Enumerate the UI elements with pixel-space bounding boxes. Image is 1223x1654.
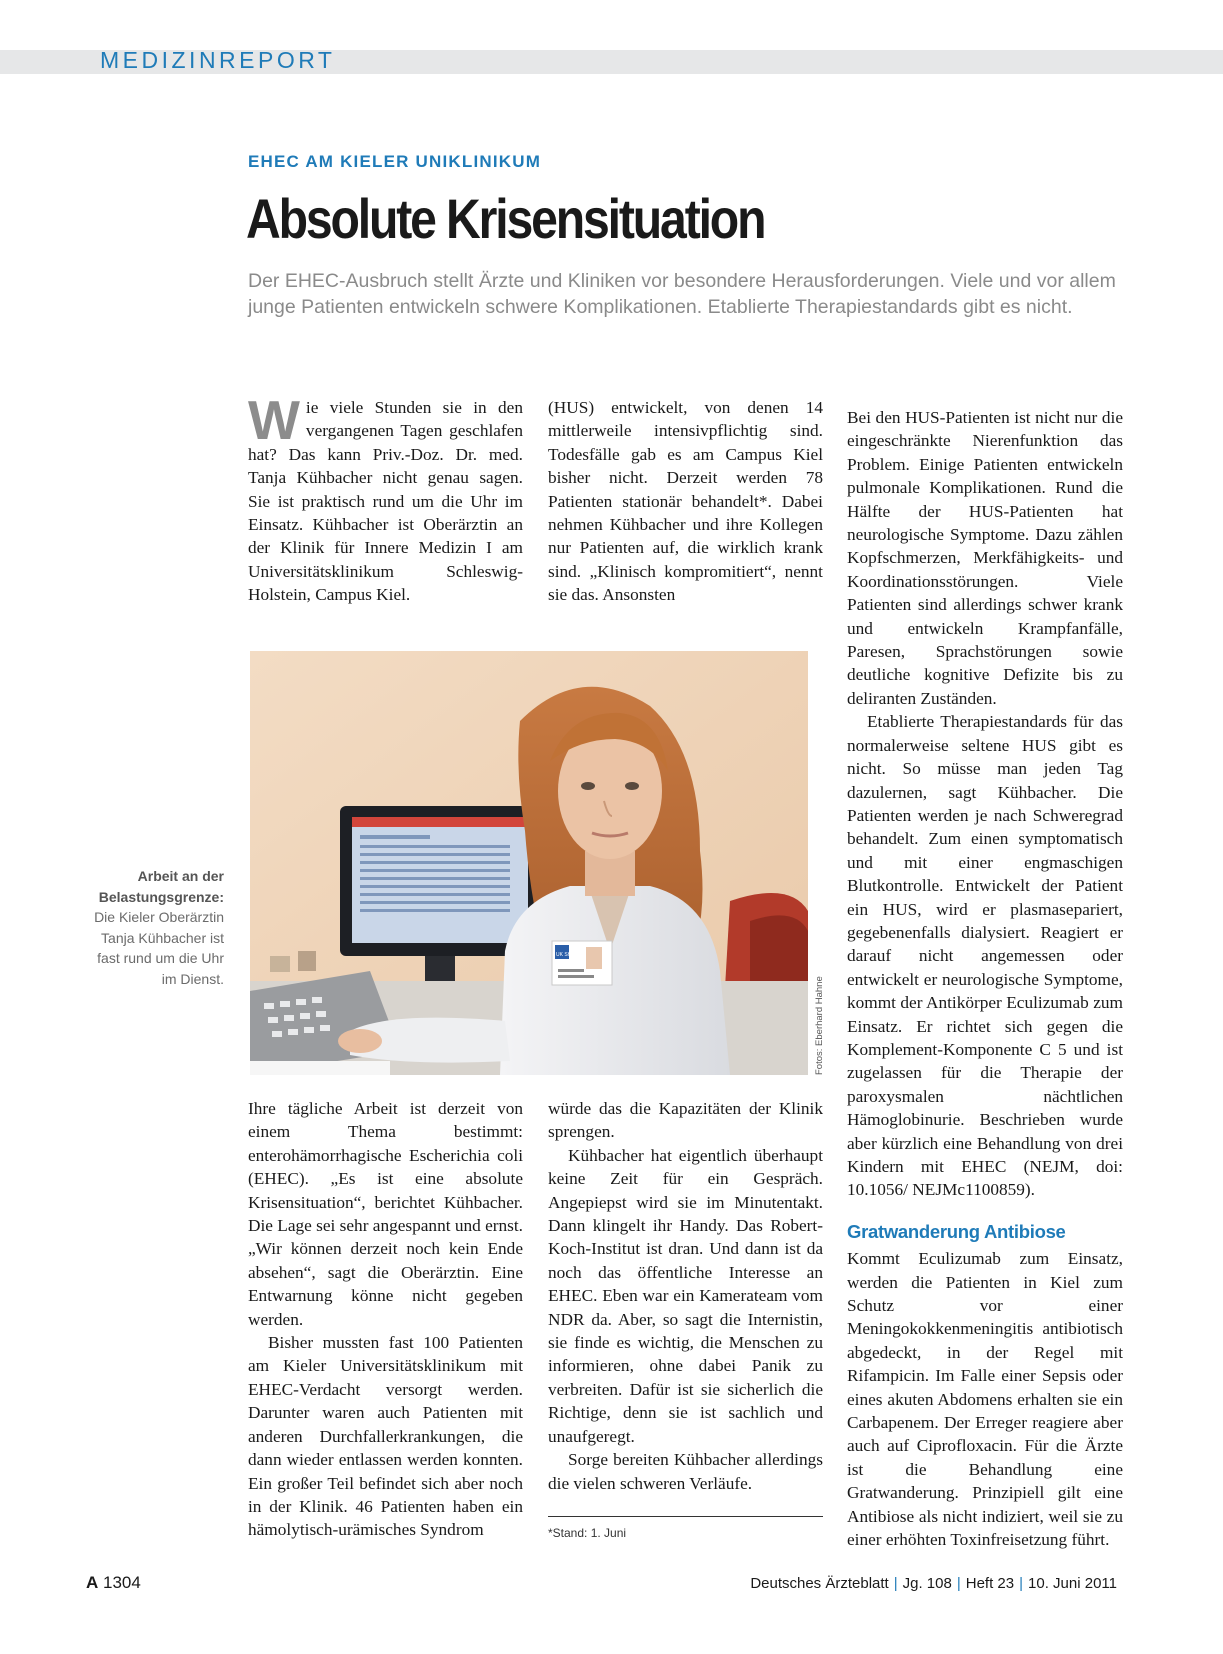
journal-issue: Heft 23 (965, 1575, 1015, 1592)
section-label: MEDIZINREPORT (100, 47, 336, 73)
caption-text: Die Kieler Oberärztin Tanja Kühbacher ist fast rund um die Uhr im Dienst. (94, 909, 224, 987)
page-number (86, 1573, 141, 1593)
paragraph: (HUS) entwickelt, von denen 14 mittlerweile intensivpflichtig sind. Todesfälle gab es am Campus Kiel bisher nicht. Derzeit werden 78 Patienten stationär behandelt*. Dabei nehmen Kühbacher und ihre Kollegen nur Patienten auf, die wirklich krank sind. „Klinisch kompromitiert“, nennt sie das. Ansonsten (548, 398, 823, 605)
photo-doctor-at-computer (250, 651, 808, 1075)
paragraph: Bei den HUS-Patienten ist nicht nur die eingeschränkte Nierenfunktion das Problem. Einige Patienten entwickeln pulmonale Komplikationen. Rund die Hälfte der HUS-Patienten hat neurologische Symptome. Dazu zählen Kopfschmerzen, Merkfähigkeits- und Koordinationsstörungen. Viele Patienten sind allerdings schwer krank und entwickeln Krampfanfälle, Paresen, Sprachstörungen sowie deutliche kognitive Defizite bis zu deliranten Zuständen. (847, 408, 1123, 708)
column-3 (847, 406, 1123, 1552)
article-kicker: EHEC AM KIELER UNIKLINIKUM (248, 152, 542, 171)
photo-credit: Fotos: Eberhard Hahne (814, 976, 825, 1075)
paragraph: Etablierte Therapiestandards für das normalerweise seltene HUS gibt es nicht. So müsse man jeden Tag dazulernen, sagt Kühbacher. Die Patienten werden je nach Schweregrad behandelt. Zum einen symptomatisch und mit einer engmaschigen Blutkontrolle. Entwickelt der Patient ein HUS, wird er plasmasepariert, gegebenenfalls dialysiert. Reagiert er darauf nicht angemessen oder entwickelt er neurologische Symptome, kommt der Antikörper Eculizumab zum Einsatz. Er richtet sich gegen die Komplement-Komponente C 5 und ist zugelassen für die Therapie der paroxysmalen nächtlichen Hämoglobinurie. Beschrieben wurde aber kürzlich eine Behandlung von drei Kindern mit EHEC (NEJM, doi: 10.1056/ NEJMc1100859). (847, 712, 1123, 1200)
intro-paragraph (248, 389, 523, 607)
photo-caption (80, 866, 224, 989)
column-1-bottom (248, 1097, 523, 1542)
journal-date: 10. Juni 2011 (1028, 1575, 1117, 1592)
drop-cap: W (248, 389, 300, 451)
column-2-top (548, 396, 823, 607)
journal-name: Deutsches Ärzteblatt (750, 1575, 889, 1592)
paragraph: Sorge bereiten Kühbacher allerdings die vielen schweren Verläufe. (548, 1450, 823, 1493)
paragraph: Ihre tägliche Arbeit ist derzeit von einem Thema bestimmt: enterohämorrhagische Escherichia coli (EHEC). „Es ist eine absolute Krisensituation“, berichtet Kühbacher. Die Lage sei sehr angespannt und ernst. „Wir können derzeit noch kein Ende absehen“, sagt die Oberärztin. Eine Entwarnung könne nicht gegeben werden. (248, 1099, 523, 1329)
badge-logo-text: UK SH (556, 952, 572, 958)
journal-info: Deutsches Ärzteblatt | Jg. 108 | Heft 23 | 10. Juni 2011 (750, 1575, 1117, 1592)
footnote-divider (548, 1516, 823, 1517)
article-headline: Absolute Krisensituation (246, 187, 765, 250)
intro-text: ie viele Stunden sie in den vergangenen Tagen geschlafen hat? Das kann Priv.-Doz. Dr. med. Tanja Kühbacher nicht genau sagen. Sie ist praktisch rund um die Uhr im Einsatz. Kühbacher ist Oberärztin an der Klinik für Innere Medizin I am Universitätsklinikum Schleswig-Holstein, Campus Kiel. (248, 398, 523, 605)
page-letter: A (86, 1573, 99, 1592)
footnote: *Stand: 1. Juni (548, 1526, 627, 1540)
column-1-top (248, 389, 523, 607)
paragraph: Kommt Eculizumab zum Einsatz, werden die Patienten in Kiel zum Schutz vor einer Meningokokkenmeningitis antibiotisch abgedeckt, in der Regel mit Rifampicin. Im Falle einer Sepsis oder eines akuten Abdomens erhalten sie ein Carbapenem. Der Erreger reagiere aber auch auf Ciprofloxacin. Für die Ärzte ist die Behandlung eine Gratwanderung. Prinzipiell gilt eine Antibiose als nicht indiziert, weil sie zu einer erhöhten Toxinfreisetzung führt. (847, 1249, 1123, 1550)
subheading: Gratwanderung Antibiose (847, 1220, 1066, 1242)
article-lede: Der EHEC-Ausbruch stellt Ärzte und Kliniken vor besondere Herausforderungen. Viele und vor allem junge Patienten entwickeln schwere Komplikationen. Etablierte Therapiestandards gibt es nicht. (248, 270, 1116, 318)
paragraph: Kühbacher hat eigentlich überhaupt keine Zeit für ein Gespräch. Angepiepst wird sie im Minutentakt. Dann klingelt ihr Handy. Das Robert-Koch-Institut ist dran. Und dann ist da noch das öffentliche Interesse an EHEC. Eben war ein Kamerateam vom NDR da. Aber, so sagt die Internistin, sie finde es wichtig, die Menschen zu informieren, ohne dabei Panik zu verbreiten. Dafür ist sie sicherlich die Richtige, denn sie ist sachlich und unaufgeregt. (548, 1145, 823, 1446)
column-2-bottom (548, 1097, 823, 1495)
caption-bold: Arbeit an der Belastungsgrenze: (98, 868, 224, 905)
journal-volume: Jg. 108 (902, 1575, 952, 1592)
page-digits: 1304 (103, 1573, 141, 1592)
article-photo (250, 651, 808, 1075)
paragraph: Bisher mussten fast 100 Patienten am Kieler Universitätsklinikum mit EHEC-Verdacht versorgt werden. Darunter waren auch Patienten mit anderen Durchfallerkrankungen, die dann wieder entlassen werden konnten. Ein großer Teil befindet sich aber noch in der Klinik. 46 Patienten haben ein hämolytisch-urämisches Syndrom (248, 1333, 523, 1540)
paragraph: würde das die Kapazitäten der Klinik sprengen. (548, 1099, 823, 1142)
